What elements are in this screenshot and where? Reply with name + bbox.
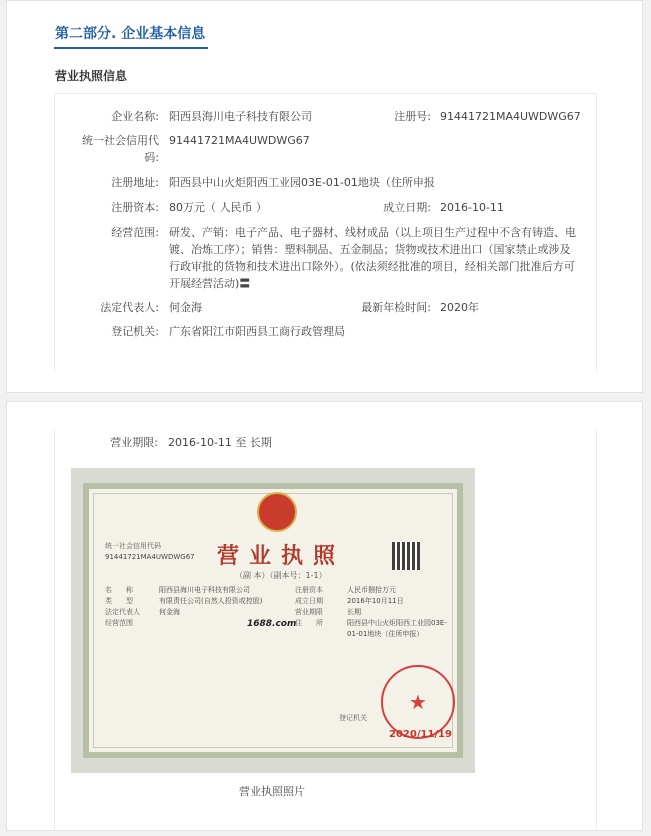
cert-rep-label: 法定代表人 [105,608,140,616]
cert-capital-label: 注册资本 [295,586,323,594]
cert-addr-value: 阳西县中山火炬阳西工业园03E-01-01地块（住所申报） [347,619,447,638]
term-value: 2016-10-11 至 长期 [168,436,272,449]
photo-caption: 营业执照照片 [239,785,305,798]
cert-addr-label: 住 所 [295,619,323,627]
legal-rep-label: 法定代表人: [100,301,159,314]
scope-line: 镀、冶炼工序）；销售：塑料制品、五金制品；货物或技术进出口（国家禁止或涉及 [169,243,571,256]
cert-date-value: 2016年10月11日 [347,597,404,605]
cert-name-label: 名 称 [105,586,133,594]
authority-label: 登记机关: [111,325,159,338]
cert-capital-value: 人民币捌拾万元 [347,586,396,594]
address-value: 阳西县中山火炬阳西工业园03E-01-01地块（住所申报 [169,176,435,189]
address-label: 注册地址: [111,176,159,189]
license-photo[interactable] [71,468,475,773]
cert-name-value: 阳西县海川电子科技有限公司 [159,586,250,594]
company-name-value: 阳西县海川电子科技有限公司 [169,110,312,123]
capital-label: 注册资本: [111,201,159,214]
company-name-label: 企业名称: [111,110,159,123]
term-label: 营业期限: [110,436,158,449]
national-emblem-icon [257,492,297,532]
cert-rep-value: 何金海 [159,608,180,616]
section-title: 第二部分. 企业基本信息 [55,26,206,42]
cert-authority-label: 登记机关 [339,714,367,722]
license-info-panel [54,93,597,372]
cert-type-label: 类 型 [105,597,133,605]
license-info-heading: 营业执照信息 [55,69,128,83]
license-photo-card [6,401,643,831]
license-certificate [83,483,463,758]
section-title-underline [54,47,208,49]
reg-no-value: 91441721MA4UWDWG67 [440,110,581,123]
scope-label: 经营范围: [111,226,159,239]
found-date-label: 成立日期: [383,201,431,214]
scope-line: 研发、产销：电子产品、电子器材、线材成品（以上项目生产过程中不含有铸造、电 [169,226,576,239]
certificate-title: 营业执照 [217,543,346,569]
authority-value: 广东省阳江市阳西县工商行政管理局 [169,325,345,338]
cert-type-value: 有限责任公司(自然人投资或控股) [159,597,263,605]
cert-credit-code-label: 统一社会信用代码 [105,542,161,550]
legal-rep-value: 何金海 [169,301,202,314]
reg-no-label: 注册号: [394,110,431,123]
site-watermark: 1688.com [247,619,297,629]
annual-check-label: 最新年检时间: [361,301,431,314]
qr-code-icon [392,542,420,570]
found-date-value: 2016-10-11 [440,201,504,214]
capital-value: 80万元（ 人民币 ） [169,201,267,214]
basic-info-card [6,0,643,393]
scope-line: 开展经营活动)〓 [169,277,251,290]
annual-check-value: 2020年 [440,301,479,314]
certificate-copy-label: （副 本）（副本号：1-1） [235,571,327,580]
cert-date-label: 成立日期 [295,597,323,605]
cert-scope-label: 经营范围 [105,619,133,627]
official-seal-icon: ★ [381,665,455,739]
cert-credit-code-value: 91441721MA4UWDWG67 [105,553,195,561]
cert-term-value: 长期 [347,608,361,616]
scope-line: 行政审批的货物和技术进出口除外）。(依法须经批准的项目，经相关部门批准后方可 [169,260,575,273]
cert-term-label: 营业期限 [295,608,323,616]
stamp-date: 2020/11/19 [389,729,452,740]
credit-code-label: 统一社会信用代码: [82,134,159,164]
credit-code-value: 91441721MA4UWDWG67 [169,134,310,147]
scope-value [169,224,594,292]
